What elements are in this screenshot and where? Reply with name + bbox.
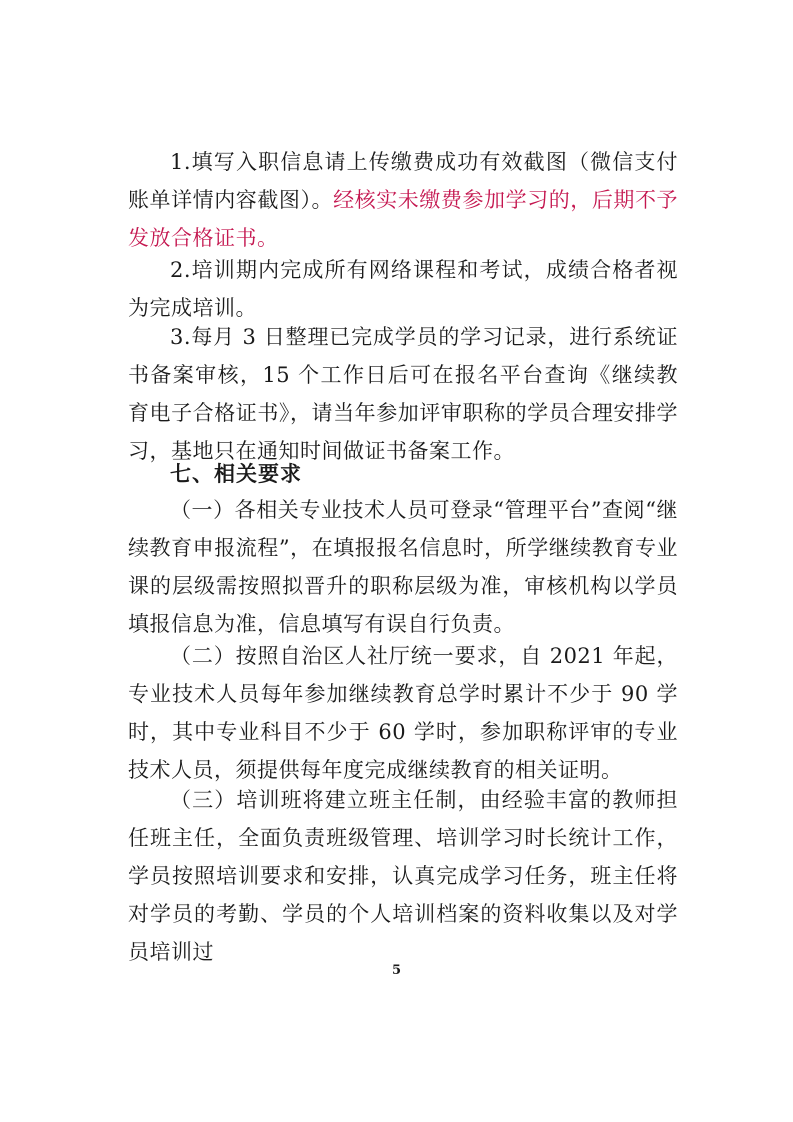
- paragraph-payment-text: 1.填写入职信息请上传缴费成功有效截图（微信支付账单详情内容截图）。: [128, 150, 678, 212]
- requirement-item-1: （一）各相关专业技术人员可登录“管理平台”查阅“继续教育申报流程”，在填报报名信息时，所学继续教育专业课的层级需按照拟晋升的职称层级为准，审核机构以学员填报信息为准，信息填写有误自行负责。: [128, 498, 678, 636]
- requirement-item-3: （三）培训班将建立班主任制，由经验丰富的教师担任班主任，全面负责班级管理、培训学习时长统计工作，学员按照培训要求和安排，认真完成学习任务，班主任将对学员的考勤、学员的个人培训档案的资料收集以及对学员培训过: [128, 788, 678, 964]
- paragraph-payment-screenshot: [128, 143, 678, 257]
- paragraph-course-completion: 2.培训期内完成所有网络课程和考试，成绩合格者视为完成培训。: [128, 258, 678, 320]
- requirement-item-2: （二）按照自治区人社厅统一要求，自 2021 年起，专业技术人员每年参加继续教育总学时累计不少于 90 学时，其中专业科目不少于 60 学时，参加职称评审的专业技术人员，须提供每年度完成继续教育的相关证明。: [128, 644, 678, 782]
- section-heading-requirements: 七、相关要求: [170, 462, 302, 486]
- payment-warning-text: 经核实未缴费参加学习的，后期不予发放合格证书。: [128, 188, 679, 250]
- page-number: 5: [391, 963, 402, 978]
- paragraph-certificate-filing: 3.每月 3 日整理已完成学员的学习记录，进行系统证书备案审核，15 个工作日后可在报名平台查询《继续教育电子合格证书》，请当年参加评审职称的学员合理安排学习，基地只在通知时间做证书备案工作。: [128, 325, 678, 463]
